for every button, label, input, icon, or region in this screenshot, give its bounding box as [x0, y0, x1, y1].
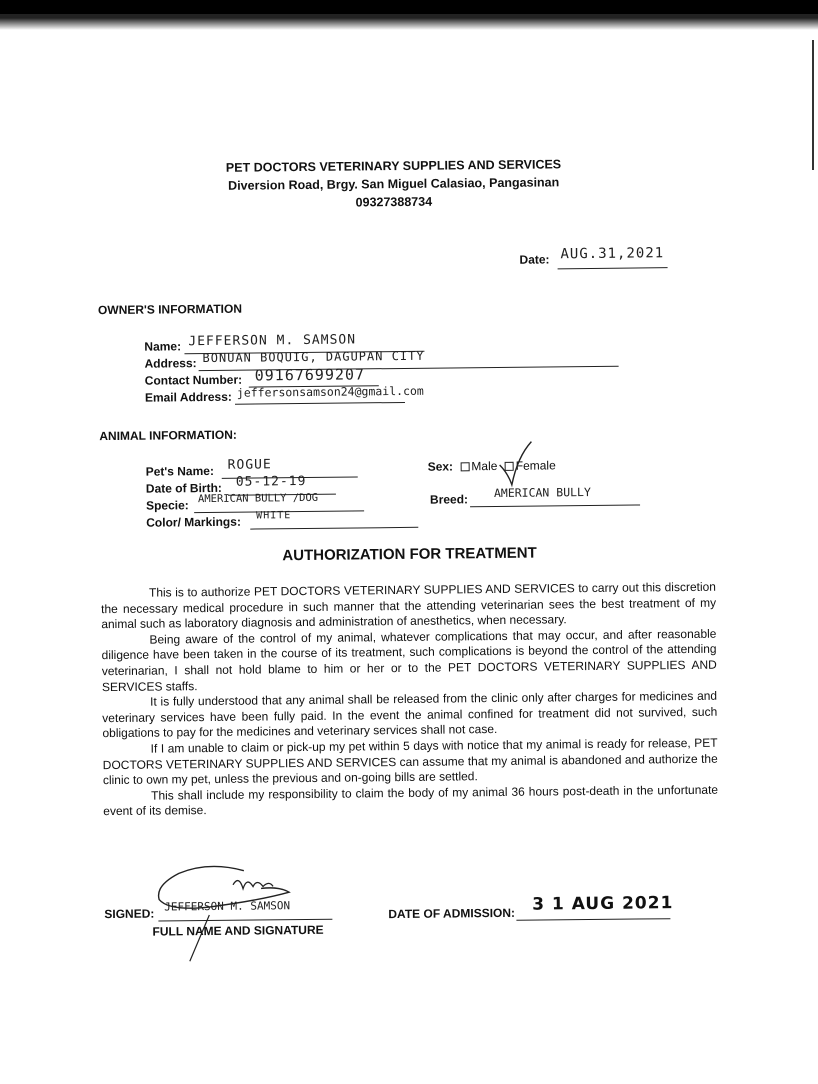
color-label: Color/ Markings:	[146, 514, 241, 530]
admission-label: DATE OF ADMISSION:	[388, 905, 516, 922]
owner-contact-value: 09167699207	[254, 365, 366, 385]
authorization-paragraph: Being aware of the control of my animal, whatever complications that may occur, and after reasonable diligence have been taken in the course of its treatment, such complications is beyond the control of the attending veterinarian, I shall not hold blame to him or her or to the PET DOCTORS VETERINARY SUPPLIES AND SERVICES staffs.	[101, 626, 717, 694]
admission-date-stamp: 3 1 AUG 2021	[532, 893, 674, 915]
authorization-body	[101, 580, 718, 820]
owner-email-line	[235, 402, 405, 405]
authorization-paragraph: This shall include my responsibility to claim the body of my animal 36 hours post-death in the unfortunate event of its demise.	[103, 782, 719, 819]
owner-contact-label: Contact Number:	[144, 372, 243, 388]
breed-label: Breed:	[429, 492, 469, 507]
admission-line	[516, 918, 670, 921]
owner-name-label: Name:	[144, 339, 182, 354]
female-check-mark	[495, 439, 536, 489]
sex-field	[428, 458, 556, 473]
breed-line	[470, 504, 640, 507]
owner-email-value: jeffersonsamson24@gmail.com	[236, 383, 424, 400]
breed-value: AMERICAN BULLY	[493, 485, 591, 501]
owner-section-title: OWNER'S INFORMATION	[97, 301, 243, 318]
specie-label: Specie:	[145, 498, 189, 513]
dob-value: 05-12-19	[235, 473, 307, 490]
clinic-phone: 09327388734	[355, 194, 433, 210]
authorization-paragraph: If I am unable to claim or pick-up my pet within 5 days with notice that my animal is ready for release, PET DOCTORS VETERINARY SUPPLIES AND SERVICES can assume that my animal is abandoned and authorize the clinic to own my pet, unless the previous and on-going bills are settled.	[102, 735, 718, 788]
pet-name-label: Pet's Name:	[145, 463, 214, 479]
date-label: Date:	[519, 252, 550, 267]
signature-caption: FULL NAME AND SIGNATURE	[152, 922, 324, 939]
sex-female-label: Female	[515, 458, 556, 473]
signed-name-value: JEFFERSON M. SAMSON	[164, 899, 291, 914]
specie-value: AMERICAN BULLY /DOG	[197, 491, 319, 506]
animal-section-title: ANIMAL INFORMATION:	[99, 427, 237, 444]
authorization-paragraph: It is fully understood that any animal shall be released from the clinic only after charges for medicines and veterinary services have been fully paid. In the event the animal confined for treatment did not survived, such obligations to pay for the medicines and veterinary services shall not case.	[102, 688, 718, 741]
authorization-paragraph: This is to authorize PET DOCTORS VETERINARY SUPPLIES AND SERVICES to carry out this discretion the necessary medical procedure in such manner that the attending veterinarian sees the best treatment of my animal such as laboratory diagnosis and administration of anesthetics, when necessary.	[101, 579, 717, 632]
sex-male-label: Male	[471, 458, 498, 474]
signed-label: SIGNED:	[104, 906, 155, 922]
owner-email-label: Email Address:	[144, 389, 232, 405]
owner-address-value: BONUAN BOQUIG, DAGUPAN CITY	[202, 348, 425, 366]
color-value: WHITE	[256, 510, 292, 522]
authorization-title: AUTHORIZATION FOR TREATMENT	[282, 544, 537, 565]
sex-label: Sex:	[427, 459, 454, 474]
owner-address-label: Address:	[144, 356, 197, 371]
clinic-address: Diversion Road, Brgy. San Miguel Calasiao, Pangasinan	[228, 175, 560, 193]
owner-name-value: JEFFERSON M. SAMSON	[188, 332, 357, 350]
sex-male-checkbox[interactable]	[460, 462, 469, 471]
date-value: AUG.31,2021	[560, 245, 665, 263]
color-line	[250, 527, 418, 530]
dob-label: Date of Birth:	[145, 480, 222, 496]
pet-name-value: ROGUE	[227, 457, 272, 473]
clinic-name: PET DOCTORS VETERINARY SUPPLIES AND SERVICES	[225, 157, 562, 175]
date-line	[558, 267, 668, 269]
